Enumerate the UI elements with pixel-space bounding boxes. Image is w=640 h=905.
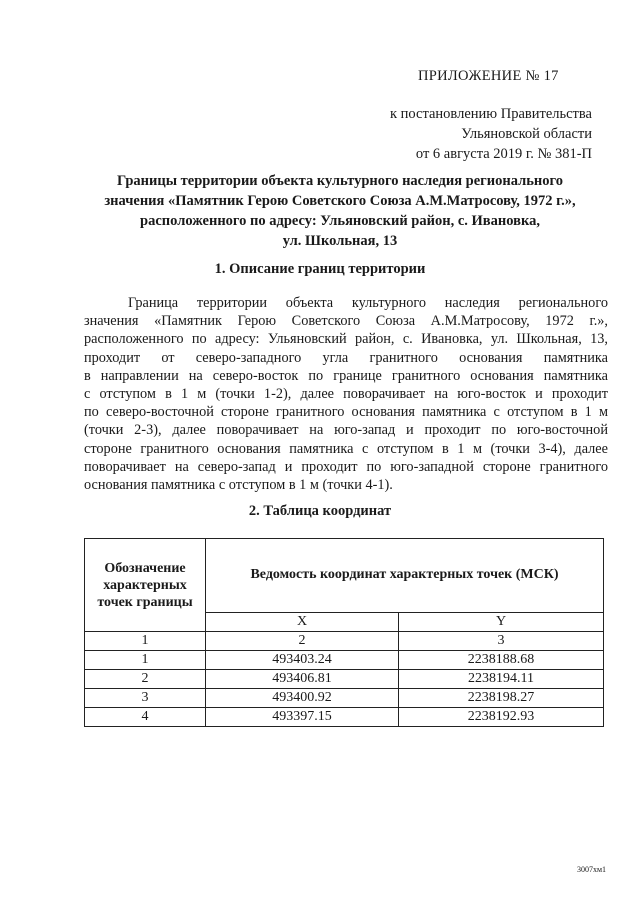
description-line: стороне гранитного основания памятника с отступом в 1 м (точки 3-4), далее xyxy=(84,440,608,457)
coordinates-table xyxy=(84,538,604,727)
numbering-cell: 2 xyxy=(206,632,399,651)
description-line: расположенного по адресу: Ульяновский район, с. Ивановка, ул. Школьная, 13, xyxy=(84,331,608,348)
header-designation-line: точек границы xyxy=(97,594,193,610)
description-line: по северо-восточной стороне гранитного основания памятника с отступом в 1 м xyxy=(84,404,608,421)
description-line: (точки 2-3), далее поворачивает на юго-запад и проходит по юго-восточной xyxy=(84,422,608,439)
numbering-cell: 3 xyxy=(399,632,604,651)
header-y: Y xyxy=(399,612,604,631)
x-cell: 493403.24 xyxy=(206,651,399,670)
y-cell: 2238198.27 xyxy=(399,689,604,708)
table-row xyxy=(85,689,604,708)
x-cell: 493400.92 xyxy=(206,689,399,708)
header-designation-line: характерных xyxy=(103,577,187,593)
numbering-cell: 1 xyxy=(85,632,206,651)
description-line: поворачивает на северо-запад и проходит по юго-западной стороне гранитного xyxy=(84,458,608,475)
resolution-reference xyxy=(390,104,592,164)
section-heading-coordinates: 2. Таблица координат xyxy=(248,503,392,519)
title-line: Границы территории объекта культурного наследия регионального xyxy=(117,173,563,189)
boundary-description xyxy=(84,294,608,494)
point-cell: 1 xyxy=(85,651,206,670)
description-line: Граница территории объекта культурного наследия регионального xyxy=(128,295,608,311)
table-row xyxy=(85,670,604,689)
document-title xyxy=(90,171,590,251)
x-cell: 493397.15 xyxy=(206,708,399,727)
description-line: проходит от северо-западного угла гранитного основания памятника xyxy=(84,349,608,366)
header-coordinates-statement: Ведомость координат характерных точек (МСК) xyxy=(206,539,604,613)
appendix-number: ПРИЛОЖЕНИЕ № 17 xyxy=(418,68,559,84)
description-line: основания памятника с отступом в 1 м (точки 4-1). xyxy=(84,477,393,494)
header-x: X xyxy=(206,612,399,631)
numbering-row xyxy=(85,632,604,651)
point-cell: 3 xyxy=(85,689,206,708)
table-row xyxy=(85,708,604,727)
resolution-line: от 6 августа 2019 г. № 381-П xyxy=(415,146,592,162)
title-line: расположенного по адресу: Ульяновский район, с. Ивановка, xyxy=(140,213,540,229)
y-cell: 2238194.11 xyxy=(399,670,604,689)
section-heading-description: 1. Описание границ территории xyxy=(214,261,426,277)
y-cell: 2238192.93 xyxy=(399,708,604,727)
description-line: в направлении на северо-восток по границе гранитного основания памятника xyxy=(84,367,608,384)
point-cell: 4 xyxy=(85,708,206,727)
description-line: с отступом в 1 м (точки 1-2), далее поворачивает на юго-восток и проходит xyxy=(84,386,608,403)
y-cell: 2238188.68 xyxy=(399,651,604,670)
header-designation-line: Обозначение xyxy=(104,560,186,576)
title-line: значения «Памятник Герою Советского Союза А.М.Матросову, 1972 г.», xyxy=(104,193,576,209)
header-designation xyxy=(85,539,206,632)
resolution-line: к постановлению Правительства xyxy=(390,106,592,122)
x-cell: 493406.81 xyxy=(206,670,399,689)
resolution-line: Ульяновской области xyxy=(461,126,592,142)
description-line: значения «Памятник Герою Советского Союза А.М.Матросову, 1972 г.», xyxy=(84,313,608,330)
title-line: ул. Школьная, 13 xyxy=(282,233,398,249)
table-row xyxy=(85,651,604,670)
footer-document-code: 3007хм1 xyxy=(576,865,606,874)
point-cell: 2 xyxy=(85,670,206,689)
